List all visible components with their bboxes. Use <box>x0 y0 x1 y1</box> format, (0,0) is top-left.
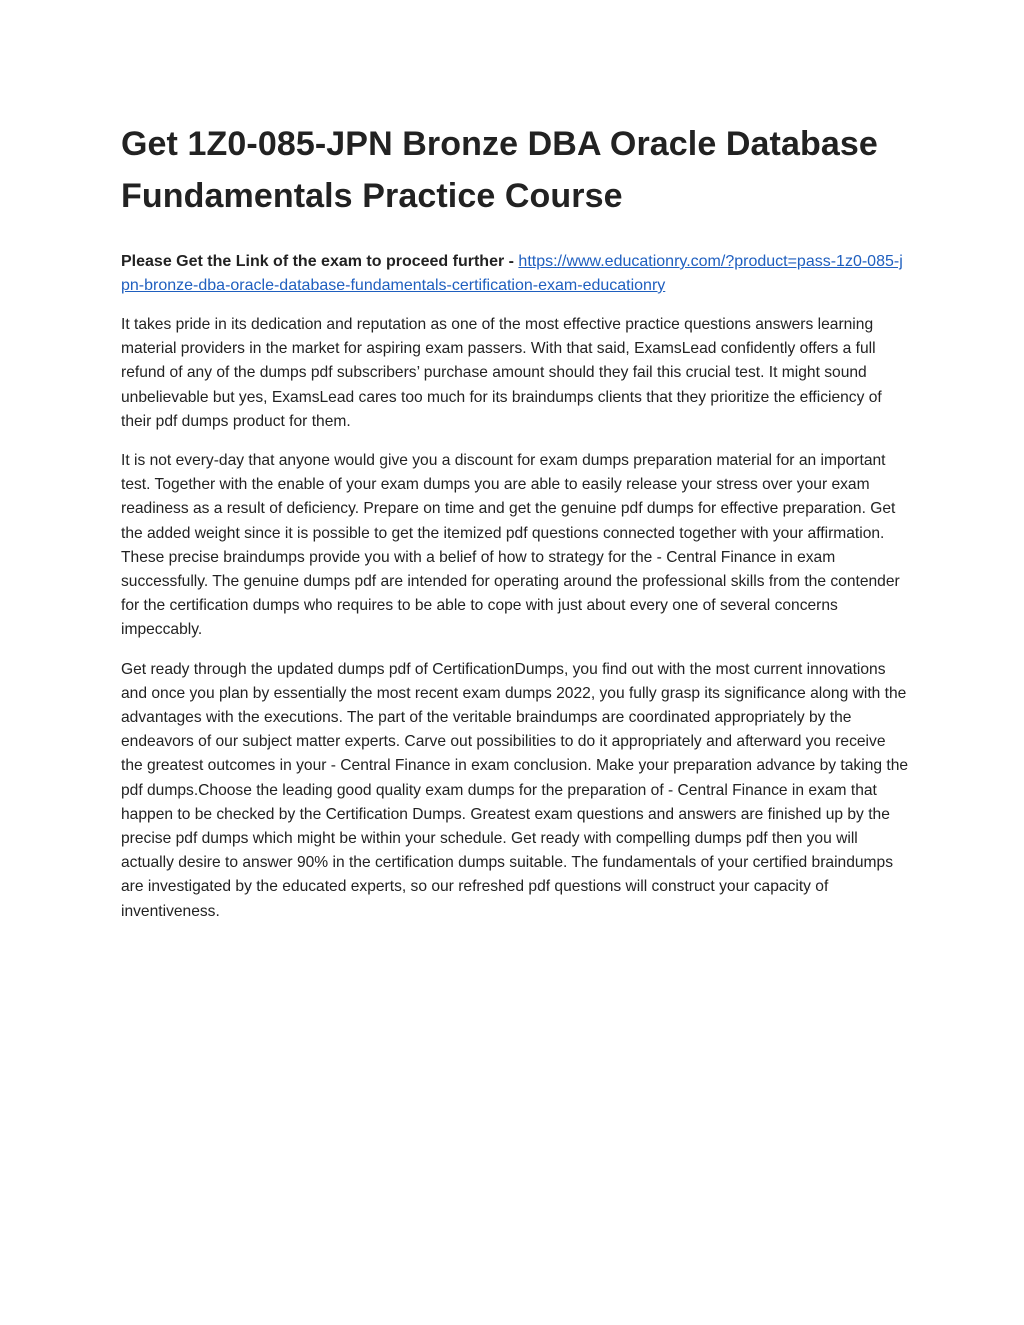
body-paragraph-1: It takes pride in its dedication and reputation as one of the most effective practice questions answers learning material providers in the market for aspiring exam passers. With that said, ExamsLead confidently offers a full refund of any of the dumps pdf subscribers’ purchase amount should they fail this crucial test. It might sound unbelievable but yes, ExamsLead cares too much for its braindumps clients that they prioritize the efficiency of their pdf dumps product for them. <box>121 316 882 430</box>
body-paragraph-3: Get ready through the updated dumps pdf of CertificationDumps, you find out with the most current innovations and once you plan by essentially the most recent exam dumps 2022, you fully grasp its significance along with the advantages with the executions. The part of the veritable braindumps are coordinated appropriately by the endeavors of our subject matter experts. Carve out possibilities to do it appropriately and afterward you receive the greatest outcomes in your - Central Finance in exam conclusion. Make your preparation advance by taking the pdf dumps.Choose the leading good quality exam dumps for the preparation of - Central Finance in exam that happen to be checked by the Certification Dumps. Greatest exam questions and answers are finished up by the precise pdf dumps which might be within your schedule. Get ready with compelling dumps pdf then you will actually desire to answer 90% in the certification dumps suitable. The fundamentals of your certified braindumps are investigated by the educated experts, so our refreshed pdf questions will construct your capacity of inventiveness. <box>121 660 909 920</box>
exam-link[interactable]: https://www.educationry.com/?product=pass-1z0-085-jpn-bronze-dba-oracle-database-fundamentals-certification-exam-educationry <box>121 253 903 294</box>
page-title: Get 1Z0-085-JPN Bronze DBA Oracle Database Fundamentals Practice Course <box>121 125 878 215</box>
exam-link-paragraph <box>121 250 911 298</box>
document-page <box>121 118 911 924</box>
body-paragraph-2: It is not every-day that anyone would give you a discount for exam dumps preparation material for an important test. Together with the enable of your exam dumps you are able to easily release your stress over your exam readiness as a result of deficiency. Prepare on time and get the genuine pdf dumps for effective preparation. Get the added weight since it is possible to get the itemized pdf questions connected together with your affirmation. These precise braindumps provide you with a belief of how to strategy for the - Central Finance in exam successfully. The genuine dumps pdf are intended for operating around the professional skills from the contender for the certification dumps who requires to be able to cope with just about every one of several concerns impeccably. <box>121 452 900 639</box>
exam-link-label: Please Get the Link of the exam to proceed further - <box>121 253 519 270</box>
